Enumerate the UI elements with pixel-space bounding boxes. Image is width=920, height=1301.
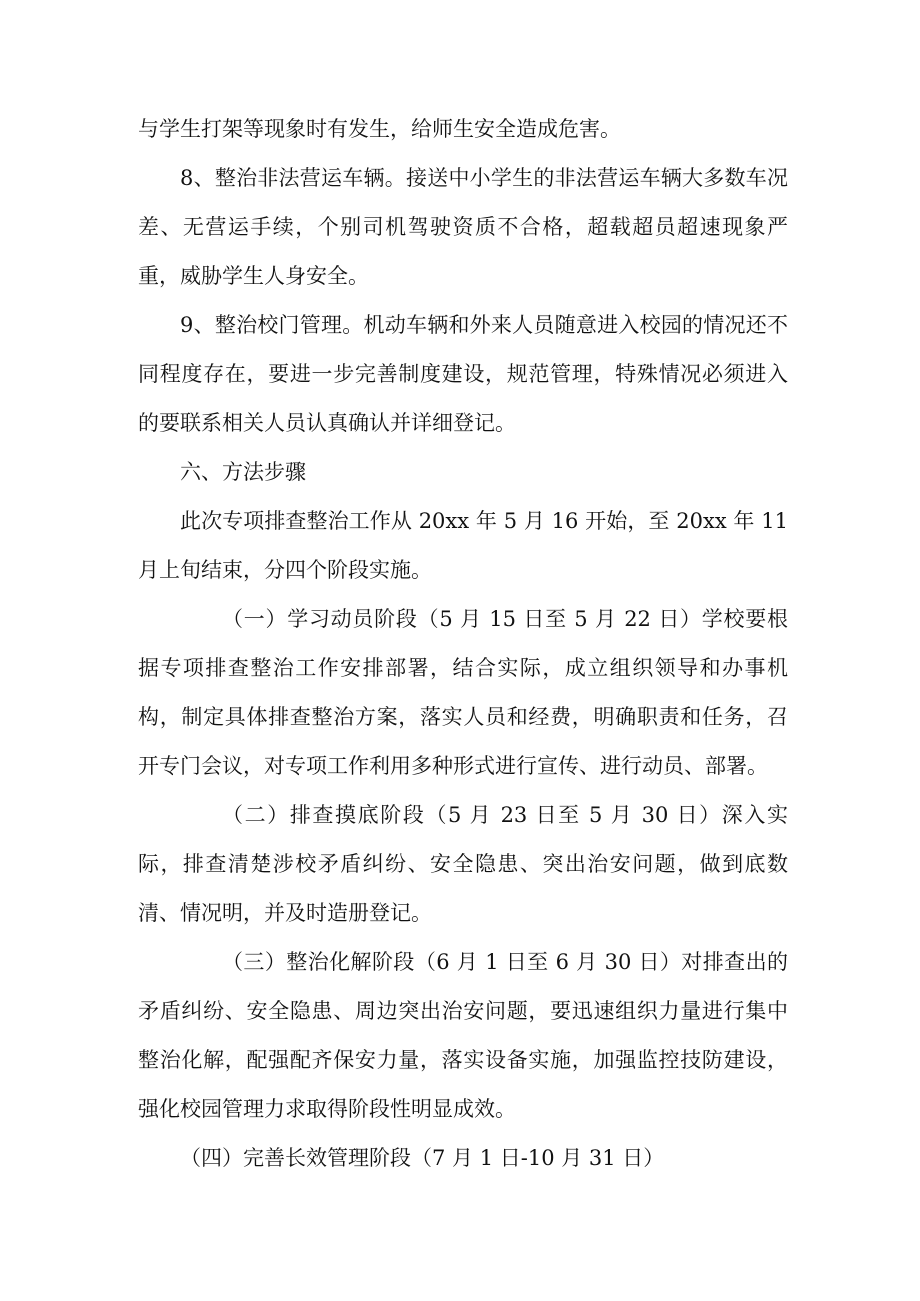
paragraph-phase-1: （一）学习动员阶段（5 月 15 日至 5 月 22 日）学校要根据专项排查整治工作安排部署，结合实际，成立组织领导和办事机构，制定具体排查整治方案，落实人员和经费，明确职责和任务，召开专门会议，对专项工作利用多种形式进行宣传、进行动员、部署。: [138, 607, 788, 778]
paragraph-continuation: 与学生打架等现象时有发生，给师生安全造成危害。: [138, 117, 621, 141]
section-heading-methods: 六、方法步骤: [180, 460, 306, 484]
paragraph-phase-3: （三）整治化解阶段（6 月 1 日至 6 月 30 日）对排查出的矛盾纠纷、安全隐患、周边突出治安问题，要迅速组织力量进行集中整治化解，配强配齐保安力量，落实设备实施，加强监控技防建设，强化校园管理力求取得阶段性明显成效。: [138, 950, 788, 1121]
paragraph-phase-2: （二）排查摸底阶段（5 月 23 日至 5 月 30 日）深入实际，排查清楚涉校矛盾纠纷、安全隐患、突出治安问题，做到底数清、情况明，并及时造册登记。: [138, 803, 788, 925]
paragraph-overview: 此次专项排查整治工作从 20xx 年 5 月 16 开始，至 20xx 年 11 月上旬结束，分四个阶段实施。: [138, 509, 788, 582]
paragraph-item-8: 8、整治非法营运车辆。接送中小学生的非法营运车辆大多数车况差、无营运手续，个别司机驾驶资质不合格，超载超员超速现象严重，威胁学生人身安全。: [138, 166, 788, 288]
paragraph-phase-4: （四）完善长效管理阶段（7 月 1 日-10 月 31 日）: [180, 1146, 665, 1170]
paragraph-item-9: 9、整治校门管理。机动车辆和外来人员随意进入校园的情况还不同程度存在，要进一步完善制度建设，规范管理，特殊情况必须进入的要联系相关人员认真确认并详细登记。: [138, 313, 788, 435]
